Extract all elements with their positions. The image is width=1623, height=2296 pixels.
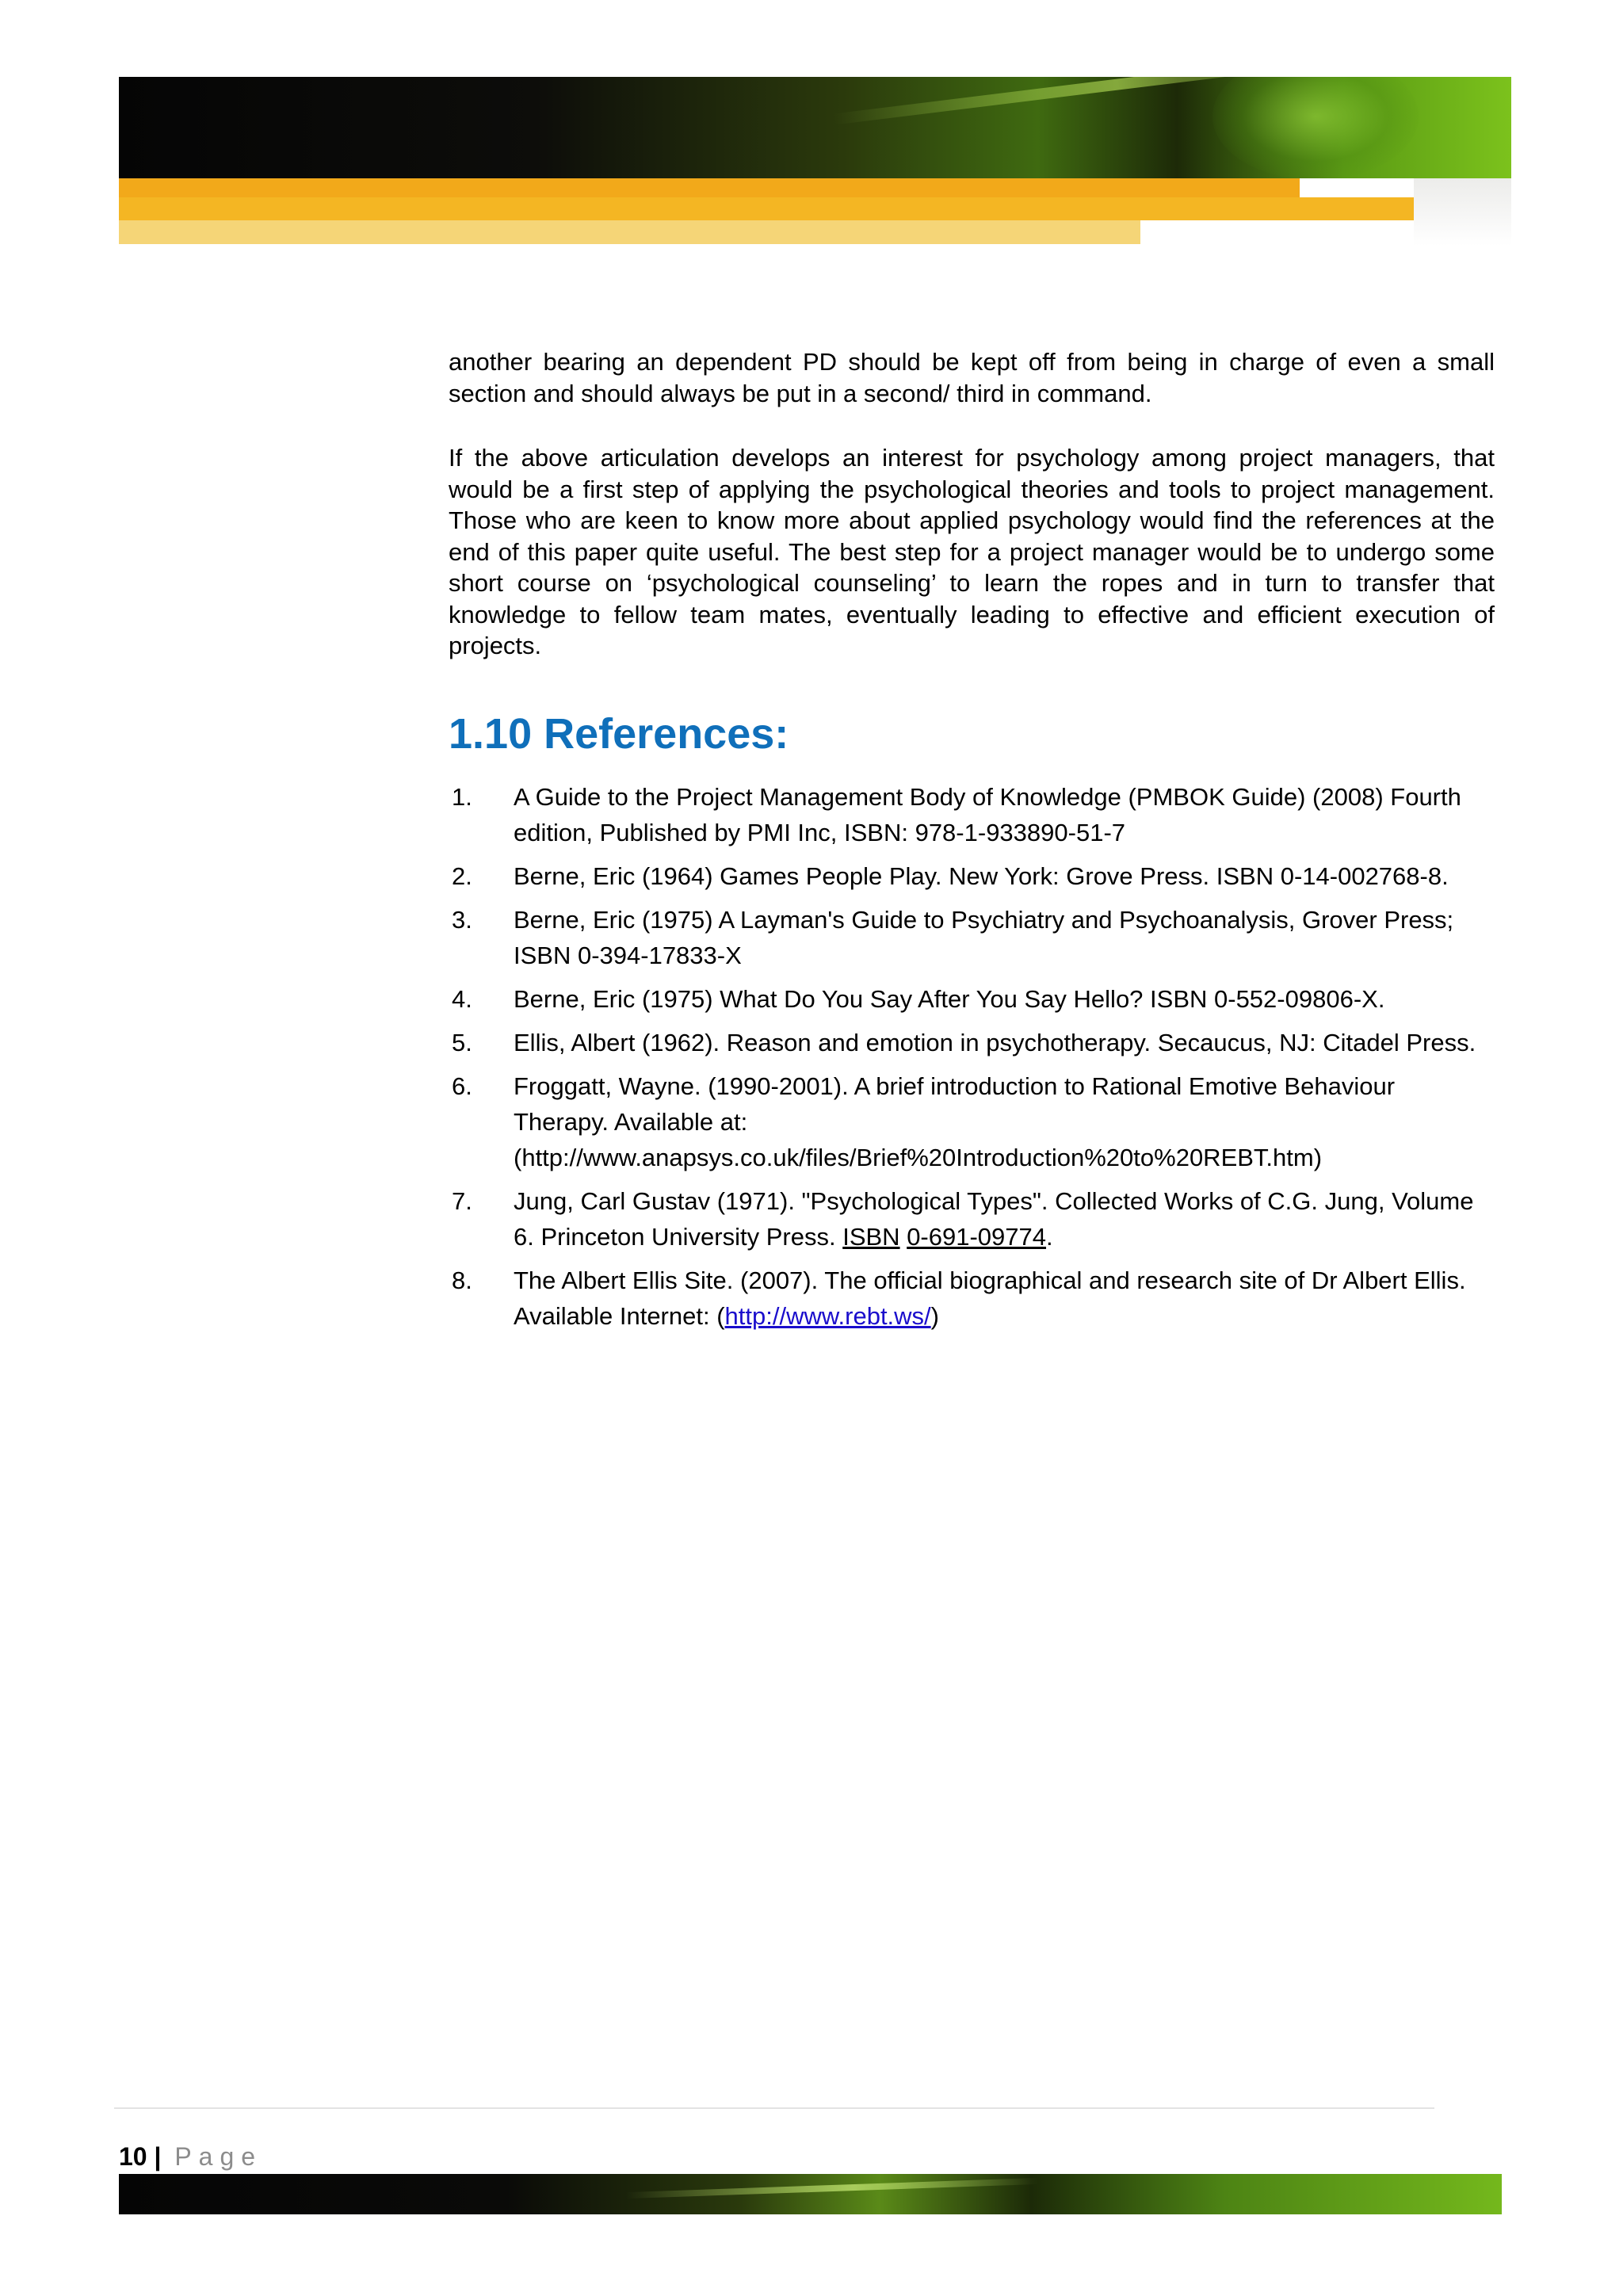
reference-number: 4. <box>452 984 472 1013</box>
reference-item <box>449 779 1495 850</box>
reference-number: 1. <box>452 782 472 811</box>
reference-item <box>449 1183 1495 1255</box>
footer-divider <box>114 2107 1434 2109</box>
body-paragraph: If the above articulation develops an interest for psychology among project managers, that would be a first step of applying the psychological theories and tools to project management. Those who are keen to know more about applied psychology would find the references at the end of this paper quite useful. The best step for a project manager would be to undergo some short course on ‘psychological counseling’ to learn the ropes and in turn to transfer that knowledge to fellow team mates, eventually leading to effective and efficient execution of projects. <box>449 444 1495 659</box>
header-fade <box>1414 178 1511 246</box>
footer-light-streak <box>626 2178 1038 2199</box>
references-heading: 1.10 References: <box>449 709 789 758</box>
reference-item <box>449 1263 1495 1334</box>
page-separator: | <box>154 2142 162 2171</box>
header-green-glow <box>1212 77 1419 178</box>
reference-text: Jung, Carl Gustav (1971). "Psychological Types". Collected Works of C.G. Jung, Volume 6. Princeton University Press. <box>514 1186 1474 1251</box>
reference-number: 3. <box>452 905 472 934</box>
isbn-number-link[interactable]: 0-691-09774 <box>907 1222 1047 1251</box>
page-word: Page <box>174 2142 263 2171</box>
reference-number: 7. <box>452 1186 472 1215</box>
header-banner <box>119 77 1511 246</box>
isbn-link[interactable]: ISBN <box>842 1222 900 1251</box>
reference-item <box>449 1068 1495 1175</box>
reference-item <box>449 902 1495 973</box>
reference-item <box>449 1025 1495 1060</box>
rebt-website-link[interactable]: http://www.rebt.ws/ <box>724 1301 931 1330</box>
reference-number: 2. <box>452 861 472 890</box>
references-list <box>449 779 1495 1334</box>
page-footer-label <box>119 2141 262 2172</box>
reference-text-end: ) <box>930 1301 939 1330</box>
header-orange-bar-2 <box>119 197 1414 220</box>
body-paragraph: another bearing an dependent PD should be kept off from being in charge of even a small section and should always be put in a second/ third in command. <box>449 348 1495 407</box>
reference-text: Froggatt, Wayne. (1990-2001). A brief introduction to Rational Emotive Behaviour Therapy. Available at: (http://www.anapsys.co.uk/files/Brief%20Introduction%20to%20REBT.htm) <box>514 1072 1396 1171</box>
reference-number: 8. <box>452 1266 472 1294</box>
footer-banner <box>119 2174 1502 2214</box>
reference-text: The Albert Ellis Site. (2007). The official biographical and research site of Dr Albert Ellis. Available Internet: ( <box>514 1266 1466 1330</box>
page-content <box>449 346 1495 1342</box>
reference-number: 6. <box>452 1072 472 1100</box>
reference-text: Berne, Eric (1975) What Do You Say After You Say Hello? ISBN 0-552-09806-X. <box>514 984 1385 1013</box>
header-dark-band <box>119 77 1511 178</box>
reference-text: A Guide to the Project Management Body of Knowledge (PMBOK Guide) (2008) Fourth edition, Published by PMI Inc, ISBN: 978-1-933890-51-7 <box>514 782 1461 846</box>
reference-text: Ellis, Albert (1962). Reason and emotion in psychotherapy. Secaucus, NJ: Citadel Press. <box>514 1028 1476 1056</box>
page-number: 10 <box>119 2142 147 2171</box>
reference-number: 5. <box>452 1028 472 1056</box>
reference-text-end: . <box>1046 1222 1053 1251</box>
header-orange-bar <box>119 178 1300 197</box>
header-light-yellow-bar <box>119 220 1140 244</box>
reference-text: Berne, Eric (1975) A Layman's Guide to Psychiatry and Psychoanalysis, Grover Press; ISBN 0-394-17833-X <box>514 905 1454 969</box>
reference-item <box>449 981 1495 1017</box>
reference-text: Berne, Eric (1964) Games People Play. New York: Grove Press. ISBN 0-14-002768-8. <box>514 861 1449 890</box>
reference-item <box>449 858 1495 894</box>
